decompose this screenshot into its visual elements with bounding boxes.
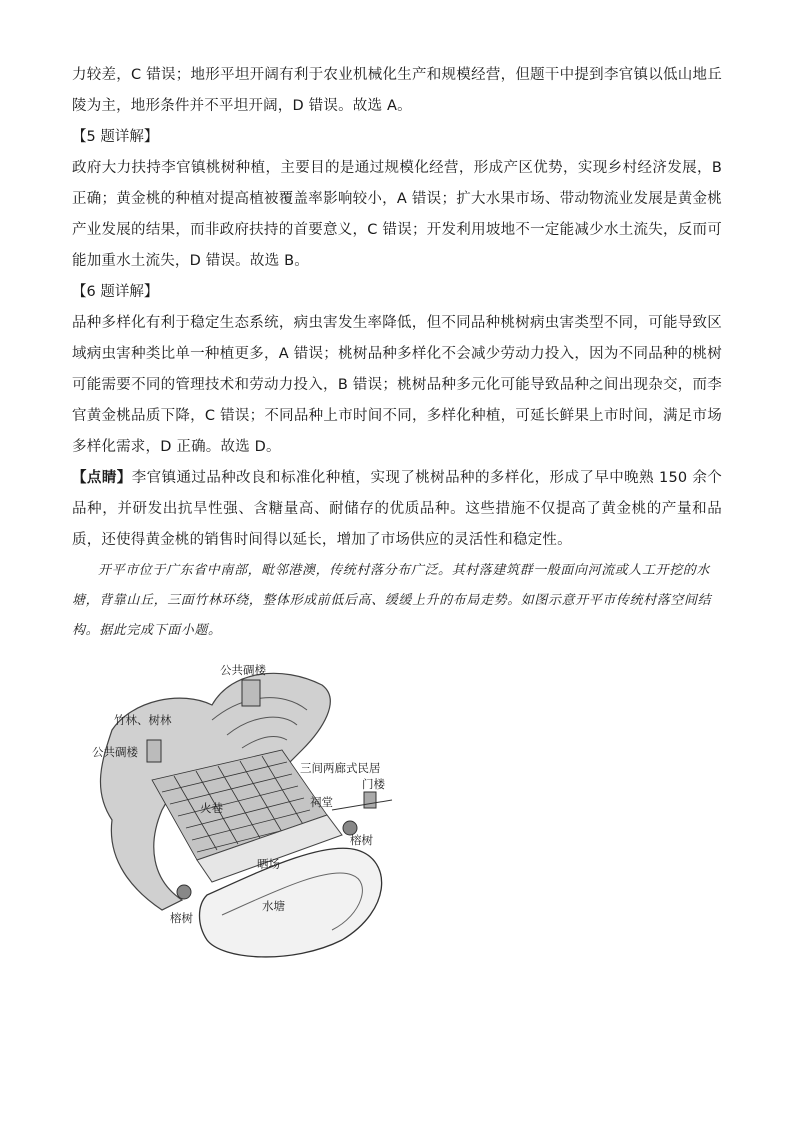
document-body — [72, 60, 722, 646]
paragraph-q4-tail: 力较差，C 错误；地形平坦开阔有利于农业机械化生产和规模经营，但题干中提到李官镇以低山地丘陵为主，地形条件并不平坦开阔，D 错误。故选 A。 — [72, 67, 722, 114]
heading-q6: 【6 题详解】 — [72, 284, 159, 300]
dianjing-label: 【点睛】 — [72, 470, 132, 486]
label-diaolou-left: 公共碉楼 — [92, 745, 138, 759]
label-huoxiang: 火巷 — [200, 801, 223, 815]
label-shaichang: 晒场 — [257, 857, 280, 871]
gatehouse-icon — [364, 792, 376, 808]
label-menlou: 门楼 — [362, 777, 385, 791]
label-shuitang: 水塘 — [262, 899, 285, 913]
label-rongshu-right: 榕树 — [350, 833, 373, 847]
label-sanjian: 三间两廊式民居 — [300, 761, 381, 775]
label-bamboo: 竹林、树林 — [114, 713, 172, 727]
banyan-left-icon — [177, 885, 191, 899]
village-layout-drawing — [92, 660, 432, 1000]
diaolou-left-icon — [147, 740, 161, 762]
village-layout-figure — [92, 660, 432, 1000]
paragraph-q5: 政府大力扶持李官镇桃树种植，主要目的是通过规模化经营，形成产区优势，实现乡村经济发展，B 正确；黄金桃的种植对提高植被覆盖率影响较小，A 错误；扩大水果市场、带动物流业发展是黄金桃产业发展的结果，而非政府扶持的首要意义，C 错误；开发利用坡地不一定能减少水土流失，反而可能加重水土流失，D 错误。故选 B。 — [72, 160, 722, 269]
paragraph-q6: 品种多样化有利于稳定生态系统，病虫害发生率降低，但不同品种桃树病虫害类型不同，可能导致区域病虫害种类比单一种植更多，A 错误；桃树品种多样化不会减少劳动力投入，因为不同品种的桃树可能需要不同的管理技术和劳动力投入，B 错误；桃树品种多元化可能导致品种之间出现杂交，而李官黄金桃品质下降，C 错误；不同品种上市时间不同，多样化种植，可延长鲜果上市时间，满足市场多样化需求，D 正确。故选 D。 — [72, 315, 722, 455]
dianjing-text: 李官镇通过品种改良和标准化种植，实现了桃树品种的多样化，形成了早中晚熟 150 余个品种，并研发出抗旱性强、含糖量高、耐储存的优质品种。这些措施不仅提高了黄金桃的产量和品质，还使得黄金桃的销售时间得以延长，增加了市场供应的灵活性和稳定性。 — [72, 470, 722, 548]
label-rongshu-left: 榕树 — [170, 911, 193, 925]
diaolou-top-icon — [242, 680, 260, 706]
heading-q5: 【5 题详解】 — [72, 129, 159, 145]
paragraph-dianjing — [72, 463, 722, 556]
label-citang: 祠堂 — [310, 795, 333, 809]
label-diaolou-top: 公共碉楼 — [220, 663, 266, 677]
paragraph-intro: 开平市位于广东省中南部，毗邻港澳，传统村落分布广泛。其村落建筑群一般面向河流或人工开挖的水塘，背靠山丘，三面竹林环绕，整体形成前低后高、缓缓上升的布局走势。如图示意开平市传统村落空间结构。据此完成下面小题。 — [72, 563, 712, 638]
